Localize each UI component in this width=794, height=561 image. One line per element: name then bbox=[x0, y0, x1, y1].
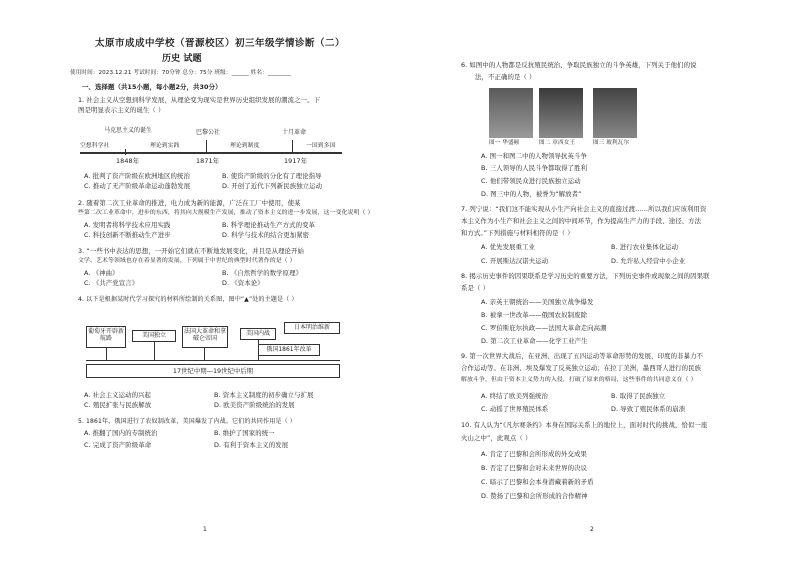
q4-option-b[interactable]: B. 资本主义制度的初步确立与扩展 bbox=[214, 391, 314, 399]
q3-option-a[interactable]: A. 《神曲》 bbox=[84, 269, 119, 277]
q10-option-c[interactable]: C. 暗示了巴黎和会本身潜藏着新的矛盾 bbox=[481, 478, 594, 486]
timeline-axis bbox=[80, 152, 342, 154]
q10-option-b[interactable]: B. 否定了巴黎和会对未来世界的决议 bbox=[481, 464, 588, 472]
q2-option-d[interactable]: D. 科学与技术的结合更加紧密 bbox=[222, 231, 310, 239]
q4-box-1: 葡萄牙开辟新航路 bbox=[86, 326, 126, 348]
q5-option-d[interactable]: D. 有利于资本主义的发展 bbox=[214, 441, 289, 449]
q6-option-a[interactable]: A. 图一和图二中的人物领导抗英斗争 bbox=[481, 152, 587, 160]
q3-option-d[interactable]: D. 《资本论》 bbox=[222, 279, 264, 287]
q7-option-d[interactable]: D. 允许私人经营中小企业 bbox=[611, 257, 686, 265]
timeline-tick-1871 bbox=[206, 140, 207, 154]
q7-stem-line2: 本主义作为小生产和社会主义之间的中间环节，作为提高生产力的手段、途径、方法 bbox=[461, 217, 702, 225]
q9-stem-line1: 9. 第一次世界大战后，在亚洲、出现了五四运动等革命形势的发展，印度的非暴力不 bbox=[461, 352, 704, 360]
q1-stem-line2: 图是明显表示主义的诞生（ ） bbox=[78, 106, 165, 114]
q6-option-b[interactable]: B. 三人领导的人民斗争都取得了胜利 bbox=[481, 164, 588, 172]
page-number: 1 bbox=[203, 526, 207, 533]
q4-box-3: 法国大革命和拿破仑帝国 bbox=[182, 326, 228, 348]
exam-meta: 使用时间：2023.12.21 考试时间：70分钟 总分：75分 班级：______ 姓名：________ bbox=[70, 70, 291, 76]
q4-option-c[interactable]: C. 殖民扩张与民族解放 bbox=[84, 401, 152, 409]
q10-option-d[interactable]: D. 赞扬了巴黎和会所形成的合作精神 bbox=[481, 492, 588, 500]
q5-option-c[interactable]: C. 完成了资产阶级革命 bbox=[84, 441, 152, 449]
q6-option-d[interactable]: D. 图三中的人物，被誉为“解放者” bbox=[481, 190, 582, 198]
q7-stem-line3: 和方式。”下列措施与材料相符的是（ ） bbox=[461, 229, 574, 237]
q4-connector-1 bbox=[106, 348, 107, 360]
caption-1: 图一 华盛顿 bbox=[489, 140, 520, 146]
q4-box-6: 俄国1861年改革 bbox=[258, 344, 320, 356]
q4-box-2: 美国独立 bbox=[132, 330, 176, 342]
q9-option-b[interactable]: B. 取得了民族独立 bbox=[611, 392, 666, 400]
q3-stem-line1: 3. “一些书中表达的思想，一开始它们就在不断地发展变化，并且是从理论开始 bbox=[78, 247, 305, 255]
q8-option-c[interactable]: C. 罗伯斯庇尔执政——法国大革命走向高潮 bbox=[481, 324, 607, 332]
q10-stem-line1: 10. 有人认为“《凡尔赛条约》本身在国际关系上的地位上，面对时代的挑战，恰似一座 bbox=[461, 421, 708, 429]
q1-option-b[interactable]: B. 使资产阶级的分化有了理论指导 bbox=[222, 172, 322, 180]
timeline-year-1871: 1871年 bbox=[196, 157, 220, 165]
timeline-year-1848: 1848年 bbox=[116, 157, 140, 165]
q3-option-c[interactable]: C. 《共产党宣言》 bbox=[84, 279, 139, 287]
timeline-label-4: 一国到多国 bbox=[306, 143, 336, 149]
right-page bbox=[397, 0, 794, 561]
q7-stem-line1: 7. 列宁说：“我们这不能实现从小生产向社会主义的直接过渡……所以我们应该利用资 bbox=[461, 205, 707, 213]
q8-option-b[interactable]: B. 被拿一世改革——俄国农奴制废除 bbox=[481, 311, 588, 319]
portrait-rani bbox=[539, 88, 583, 138]
q7-option-b[interactable]: B. 进行农业集体化运动 bbox=[611, 243, 679, 251]
q2-stem-line2: 些第二次工业革命中，进步的东西，将其向大规模生产发展，推动了资本主义的进一步发展，这一变化说明（ ） bbox=[78, 210, 374, 216]
q2-option-a[interactable]: A. 发明者将科学技术应用实践 bbox=[84, 221, 171, 229]
q5-option-a[interactable]: A. 推翻了国内的专制统治 bbox=[84, 429, 158, 437]
q2-stem-line1: 2. 随着第二次工业革命的推进，电力成为新的能源，广泛在工厂中使用，使某 bbox=[78, 199, 301, 207]
q4-option-d[interactable]: D. 欧美资产阶级统治的发展 bbox=[214, 401, 295, 409]
q3-option-b[interactable]: B. 《自然哲学的数学原理》 bbox=[222, 269, 303, 277]
caption-2: 图二 章西女王 bbox=[539, 140, 576, 146]
q10-option-a[interactable]: A. 肯定了巴黎和会所形成的外交成果 bbox=[481, 450, 587, 458]
q8-stem-line1: 8. 揭示历史事件的因果联系是学习历史的重要方法，下列历史事件或现象之间的因果联 bbox=[461, 272, 710, 280]
q4-period-bar: 17世纪中期—19世纪中后期 bbox=[86, 364, 340, 378]
q1-option-d[interactable]: D. 开创了近代下列新民族独立运动 bbox=[222, 182, 323, 190]
timeline-year-1917: 1917年 bbox=[284, 157, 308, 165]
q2-option-c[interactable]: C. 科技创新不断推动生产进步 bbox=[84, 231, 171, 239]
q6-option-c[interactable]: C. 他们带领民众进行民族独立运动 bbox=[481, 177, 581, 185]
timeline-tick-1848 bbox=[125, 149, 126, 155]
q4-box-5: 日本明治维新 bbox=[284, 322, 340, 334]
q9-option-d[interactable]: D. 导致了殖民体系的崩溃 bbox=[611, 405, 686, 413]
q4-option-a[interactable]: A. 社会主义运动的兴起 bbox=[84, 391, 152, 399]
q4-connector-3 bbox=[204, 348, 205, 360]
portrait-bolivar bbox=[593, 88, 637, 138]
timeline-tick-1917 bbox=[292, 140, 293, 154]
q6-stem-line2: 法，不正确的是（ ） bbox=[475, 73, 536, 81]
q9-option-c[interactable]: C. 动摇了世界殖民体系 bbox=[481, 405, 549, 413]
q3-stem-line2: 文学、艺术等领域也存在着显著的发展，下列属于中世纪的典型时代著作的是（ ） bbox=[78, 258, 296, 264]
timeline-label-3: 理论到制度 bbox=[230, 143, 260, 149]
timeline-label-1: 空想科学社 bbox=[80, 143, 110, 149]
q8-option-d[interactable]: D. 第二次工业革命——化学工业产生 bbox=[481, 337, 588, 345]
q5-option-b[interactable]: B. 维护了国家的统一 bbox=[214, 429, 275, 437]
caption-3: 图三 玻利瓦尔 bbox=[593, 140, 630, 146]
q7-option-a[interactable]: A. 优先发展重工业 bbox=[481, 243, 536, 251]
q1-option-a[interactable]: A. 批判了资产阶级在欧洲地区的统治 bbox=[84, 172, 190, 180]
exam-subtitle: 历史 试题 bbox=[162, 54, 202, 64]
q9-stem-line2: 合作运动等。在非洲、埃及爆发了反英独立运动；在拉丁美洲，墨西哥人进行的民族 bbox=[461, 364, 702, 372]
q6-stem-line1: 6. 如图中的人物都是反抗殖民统治、争取民族独立的斗争英雄，下列关于他们的说 bbox=[461, 61, 697, 69]
timeline-box-marxism: 马克思主义的诞生 bbox=[92, 128, 164, 139]
q8-option-a[interactable]: A. 亲英王朝统治——美国独立战争爆发 bbox=[481, 298, 594, 306]
q4-connector-4 bbox=[258, 340, 259, 360]
section-heading: 一、选择题（共15小题，每小题2分，共30分） bbox=[82, 83, 222, 91]
q9-stem-line3: 解放斗争，但由于资本主义势力的入侵，打破了原来的格局，这些事件的共同意义在（ ） bbox=[461, 377, 697, 383]
q1-stem-line1: 1. 社会主义从空想到科学发展，从理论变为现实是世界历史组织发展的潮流之一。下 bbox=[78, 96, 321, 104]
q10-stem-line2: 火山之中”，此观点（ ） bbox=[461, 434, 532, 442]
q4-box-4: 美国内战 bbox=[240, 328, 276, 340]
q5-stem: 5. 1861年，俄国进行了农奴制改革，美国爆发了内战。它们的共同作用是（ ） bbox=[78, 418, 297, 425]
timeline-label-2: 理论到实践 bbox=[150, 143, 180, 149]
q8-stem-line2: 系是（ ） bbox=[461, 284, 490, 292]
exam-title: 太原市成成中学校（晋源校区）初三年级学情诊断（二） bbox=[95, 38, 346, 49]
q4-connector-2 bbox=[154, 342, 155, 360]
q4-stem: 4. 以下是根据某时代学习探究的材料所绘制的关系图，图中“▲”处的主题是（ ） bbox=[78, 296, 298, 303]
q9-option-a[interactable]: A. 终结了欧美列强统治 bbox=[481, 392, 549, 400]
q4-connector-bar bbox=[86, 360, 340, 361]
page-number: 2 bbox=[590, 526, 594, 533]
q7-option-c[interactable]: C. 开展斯达汉诺夫运动 bbox=[481, 257, 549, 265]
q1-option-c[interactable]: C. 推动了无产阶级革命运动蓬勃发展 bbox=[84, 182, 191, 190]
timeline-box-october-revolution: 十月革命 bbox=[276, 130, 312, 140]
portrait-washington bbox=[489, 88, 533, 138]
q2-option-b[interactable]: B. 科学理论推动生产方式的变革 bbox=[222, 221, 316, 229]
timeline-box-paris-commune: 巴黎公社 bbox=[190, 130, 226, 140]
